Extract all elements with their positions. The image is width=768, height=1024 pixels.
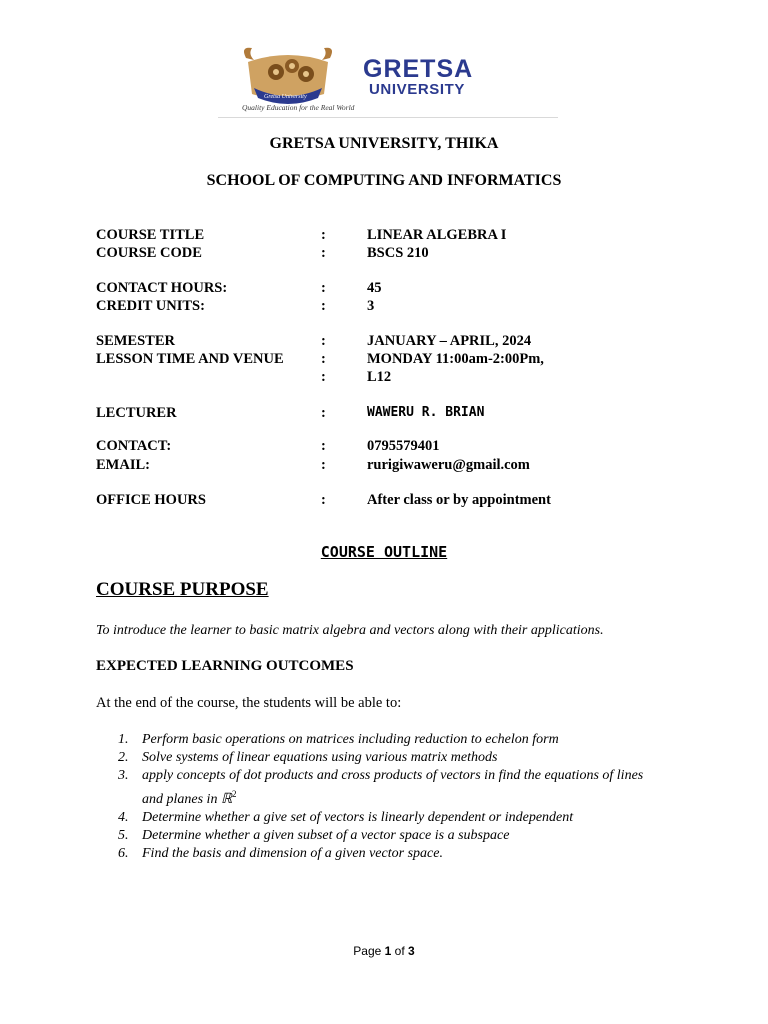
lesson-value: MONDAY 11:00am-2:00Pm, xyxy=(367,351,544,367)
page-number: 1 xyxy=(384,944,392,958)
credit-units-label: CREDIT UNITS: xyxy=(96,298,205,314)
course-purpose-heading: COURSE PURPOSE xyxy=(96,579,269,600)
separator: : xyxy=(321,333,326,349)
page-word: Page xyxy=(353,944,382,958)
logo-sub: UNIVERSITY xyxy=(369,81,466,98)
contact-value: 0795579401 xyxy=(367,438,440,454)
separator: : xyxy=(321,438,326,454)
list-item xyxy=(96,809,666,827)
office-hours-label: OFFICE HOURS xyxy=(96,492,206,508)
learning-outcomes-heading: EXPECTED LEARNING OUTCOMES xyxy=(96,658,354,674)
superscript: 2 xyxy=(232,789,237,799)
venue-value: L12 xyxy=(367,369,392,385)
logo-wordmark xyxy=(363,56,473,98)
email-label: EMAIL: xyxy=(96,457,150,473)
email-value: rurigiwaweru@gmail.com xyxy=(367,457,530,473)
lesson-label: LESSON TIME AND VENUE xyxy=(96,351,284,367)
separator: : xyxy=(321,245,326,261)
list-item xyxy=(96,767,666,809)
course-title-label: COURSE TITLE xyxy=(96,227,205,243)
lecturer-label: LECTURER xyxy=(96,405,177,421)
list-item-number: 1. xyxy=(118,732,129,747)
list-item xyxy=(96,731,666,749)
course-title-value: LINEAR ALGEBRA I xyxy=(367,227,507,243)
separator: : xyxy=(321,405,326,421)
list-item-text: Solve systems of linear equations using various matrix methods xyxy=(142,750,498,765)
outcomes-list xyxy=(96,731,666,863)
separator: : xyxy=(321,492,326,508)
list-item-text: Perform basic operations on matrices including reduction to echelon form xyxy=(142,732,559,747)
office-hours-value: After class or by appointment xyxy=(367,492,551,508)
course-outline-heading: COURSE OUTLINE xyxy=(320,543,448,561)
logo-badge-text: Gretsa University xyxy=(264,94,307,100)
course-code-label: COURSE CODE xyxy=(96,245,202,261)
page-total: 3 xyxy=(408,944,415,958)
list-item xyxy=(96,845,666,863)
list-item-number: 4. xyxy=(118,810,129,825)
course-code-value: BSCS 210 xyxy=(367,245,429,261)
lecturer-value: WAWERU R. BRIAN xyxy=(367,405,485,420)
separator: : xyxy=(321,457,326,473)
contact-hours-label: CONTACT HOURS: xyxy=(96,280,228,296)
outcomes-intro: At the end of the course, the students will be able to: xyxy=(96,695,402,711)
page-footer xyxy=(0,944,768,958)
university-title: GRETSA UNIVERSITY, THIKA xyxy=(269,135,499,152)
of-word: of xyxy=(394,944,405,958)
list-item-text: Determine whether a give set of vectors is linearly dependent or independent xyxy=(142,810,574,825)
semester-label: SEMESTER xyxy=(96,333,175,349)
contact-label: CONTACT: xyxy=(96,438,172,454)
contact-hours-value: 45 xyxy=(367,280,382,296)
separator: : xyxy=(321,369,326,385)
separator: : xyxy=(321,227,326,243)
list-item-number: 2. xyxy=(118,750,129,765)
separator: : xyxy=(321,280,326,296)
separator: : xyxy=(321,298,326,314)
school-title: SCHOOL OF COMPUTING AND INFORMATICS xyxy=(206,172,562,189)
separator: : xyxy=(321,351,326,367)
credit-units-value: 3 xyxy=(367,298,375,314)
logo-divider xyxy=(218,117,558,118)
list-item-number: 5. xyxy=(118,828,129,843)
semester-value: JANUARY – APRIL, 2024 xyxy=(367,333,532,349)
list-item xyxy=(96,827,666,845)
logo-word: GRETSA xyxy=(363,55,474,83)
list-item-number: 6. xyxy=(118,846,129,861)
list-item-text: apply concepts of dot products and cross products of vectors in find the equations of lines and planes in ℝ xyxy=(142,768,644,807)
list-item-text: Determine whether a given subset of a vector space is a subspace xyxy=(142,828,510,843)
list-item xyxy=(96,749,666,767)
list-item-number: 3. xyxy=(118,768,129,783)
course-purpose-text: To introduce the learner to basic matrix algebra and vectors along with their applications. xyxy=(96,623,604,638)
list-item-text: Find the basis and dimension of a given vector space. xyxy=(142,846,443,861)
logo-tagline: Quality Education for the Real World xyxy=(242,103,355,112)
